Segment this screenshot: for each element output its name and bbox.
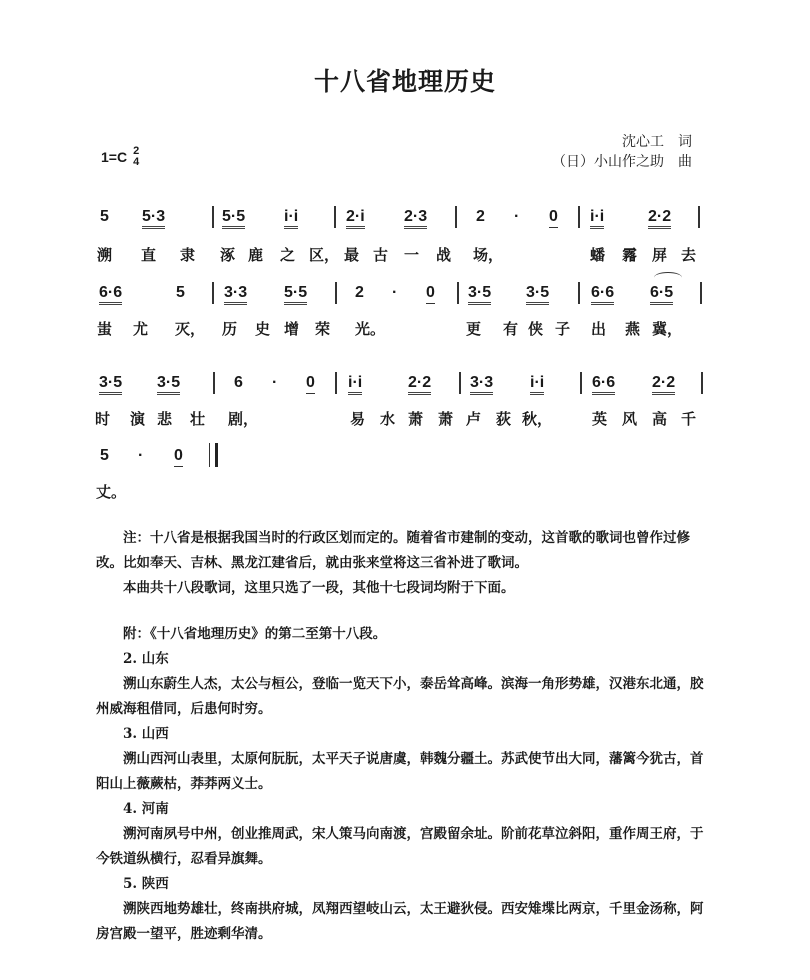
lyric: 风 — [622, 410, 638, 428]
lyric: 子 — [555, 320, 571, 338]
bar-line — [335, 282, 337, 304]
note: 2·2 — [648, 208, 671, 229]
composer-credit: （日）小山作之助 曲 — [552, 154, 692, 170]
note: 5·3 — [142, 208, 165, 229]
bar-line — [334, 206, 336, 228]
lyric: 光。 — [355, 320, 386, 338]
time-signature: 2 4 — [133, 145, 140, 168]
lyric: 屏 — [652, 246, 668, 264]
bar-line — [212, 282, 214, 304]
note: 6·5 — [650, 284, 673, 305]
bar-line — [212, 206, 214, 228]
lyric: 演 — [130, 410, 146, 428]
note: 6 — [234, 374, 243, 391]
note: 6·6 — [591, 284, 614, 305]
note: 2·i — [346, 208, 365, 229]
section-heading-shandong: 2. 山东 — [123, 651, 169, 667]
credits — [552, 132, 692, 172]
note: 3·3 — [224, 284, 247, 305]
note: 5·5 — [284, 284, 307, 305]
note: 2·2 — [652, 374, 675, 395]
bar-line — [459, 372, 461, 394]
lyric: 丈。 — [96, 483, 127, 501]
lyric: 战 — [436, 246, 452, 264]
lyric: 易 — [350, 410, 366, 428]
key-signature — [101, 146, 139, 168]
bar-line — [455, 206, 457, 228]
bar-line — [213, 372, 215, 394]
lyric: 蟠 — [590, 246, 606, 264]
lyric: 直 — [141, 246, 157, 264]
lyric: 区， — [309, 246, 340, 264]
note: 3·5 — [99, 374, 122, 395]
note: 3·5 — [157, 374, 180, 395]
lyric: 萧 — [438, 410, 454, 428]
note: 3·5 — [526, 284, 549, 305]
note: i·i — [530, 374, 544, 395]
lyric: 英 — [592, 410, 608, 428]
slur-mark — [654, 272, 682, 283]
lyric: 高 — [652, 410, 668, 428]
note: 6·6 — [592, 374, 615, 395]
key-label: 1=C — [101, 149, 128, 165]
note: 0 — [306, 374, 315, 394]
lyric: 隶 — [180, 246, 196, 264]
lyric: 更 — [466, 320, 482, 338]
appendix-section — [96, 622, 716, 947]
lyric: 尤 — [133, 320, 149, 338]
lyric: 最 — [344, 246, 360, 264]
note: 2 — [476, 208, 485, 225]
bar-line — [580, 372, 582, 394]
note: 2·3 — [404, 208, 427, 229]
annotation-text-2: 本曲共十八段歌词，这里只选了一段，其他十七段词均附于下面。 — [123, 580, 515, 596]
note: 0 — [549, 208, 558, 228]
lyric: 荣 — [315, 320, 331, 338]
appendix-heading: 附：《十八省地理历史》的第二至第十八段。 — [123, 626, 387, 642]
lyric: 侠 — [528, 320, 544, 338]
bar-line — [578, 282, 580, 304]
lyric: 萧 — [408, 410, 424, 428]
note: · — [272, 374, 278, 391]
note: · — [138, 447, 144, 464]
lyricist-credit: 沈心工 词 — [622, 134, 692, 150]
lyric: 史 — [255, 320, 271, 338]
note: i·i — [590, 208, 604, 229]
lyric: 古 — [373, 246, 389, 264]
lyric: 水 — [380, 410, 396, 428]
annotation-text: 十八省是根据我国当时的行政区划而定的。随着省市建制的变动，这首歌的歌词也曾作过修改。比如奉天、吉林、黑龙江建省后，就由张来堂将这三省补进了歌词。 — [96, 530, 690, 571]
lyric: 剧， — [228, 410, 259, 428]
note: 6·6 — [99, 284, 122, 305]
final-bar-line — [209, 443, 218, 467]
bar-line — [578, 206, 580, 228]
note: 5·5 — [222, 208, 245, 229]
note: 0 — [426, 284, 435, 304]
note: 0 — [174, 447, 183, 467]
lyric: 去 — [681, 246, 697, 264]
lyric: 之 — [280, 246, 296, 264]
lyric: 壮 — [190, 410, 206, 428]
note: · — [514, 208, 520, 225]
lyric: 悲 — [157, 410, 173, 428]
lyric: 蚩 — [97, 320, 113, 338]
note: i·i — [284, 208, 298, 229]
section-heading-henan: 4. 河南 — [123, 801, 169, 817]
note: 2·2 — [408, 374, 431, 395]
lyric: 霿 — [622, 246, 638, 264]
lyric: 增 — [284, 320, 300, 338]
note: · — [392, 284, 398, 301]
note: 5 — [100, 447, 109, 464]
note: i·i — [348, 374, 362, 395]
note: 3·3 — [470, 374, 493, 395]
lyric: 荻 — [496, 410, 512, 428]
song-title: 十八省地理历史 — [313, 67, 496, 96]
bar-line — [457, 282, 459, 304]
note: 2 — [355, 284, 364, 301]
lyric: 出 — [591, 320, 607, 338]
lyric: 有 — [503, 320, 519, 338]
section-text-shanxi: 溯山西河山表里，太原何朊朊，太平天子说唐虞，韩魏分疆土。苏武使节出大同，藩篱今犹古，首阳山上薇蕨枯，莽莽两义士。 — [96, 751, 704, 792]
lyric: 卢 — [466, 410, 482, 428]
note: 3·5 — [468, 284, 491, 305]
lyric: 涿 — [220, 246, 236, 264]
note: 5 — [100, 208, 109, 225]
bar-line — [698, 206, 700, 228]
section-heading-shanxi: 3. 山西 — [123, 726, 169, 742]
lyric: 鹿 — [248, 246, 264, 264]
section-text-shandong: 溯山东蔚生人杰，太公与桓公，登临一览天下小，泰岳耸高峰。滨海一角形势雄，汉港东北通，胶州威海租借同，后患何时穷。 — [96, 676, 704, 717]
lyric: 秋， — [522, 410, 553, 428]
lyric: 场， — [473, 246, 504, 264]
lyric: 溯 — [97, 246, 113, 264]
section-heading-shaanxi: 5. 陕西 — [123, 876, 169, 892]
lyric: 燕 — [625, 320, 641, 338]
lyric: 一 — [404, 246, 420, 264]
annotation-section — [96, 526, 716, 601]
annotation-label: 注： — [123, 530, 150, 546]
section-text-shaanxi: 溯陕西地势雄壮，终南拱府城，凤翔西望岐山云，太王避狄侵。西安雉堞比两京，千里金汤称，阿房宫殿一望平，胜迹剩华清。 — [96, 901, 704, 942]
lyric: 冀， — [652, 320, 683, 338]
section-text-henan: 溯河南夙号中州，创业推周武，宋人策马向南渡，宫殿留余址。阶前花草泣斜阳，重作周王府，于今铁道纵横行，忍看异旗舞。 — [96, 826, 704, 867]
lyric: 历 — [222, 320, 238, 338]
lyric: 时 — [95, 410, 111, 428]
note: 5 — [176, 284, 185, 301]
lyric: 千 — [681, 410, 697, 428]
lyric: 灭， — [175, 320, 206, 338]
bar-line — [335, 372, 337, 394]
bar-line — [700, 282, 702, 304]
bar-line — [701, 372, 703, 394]
